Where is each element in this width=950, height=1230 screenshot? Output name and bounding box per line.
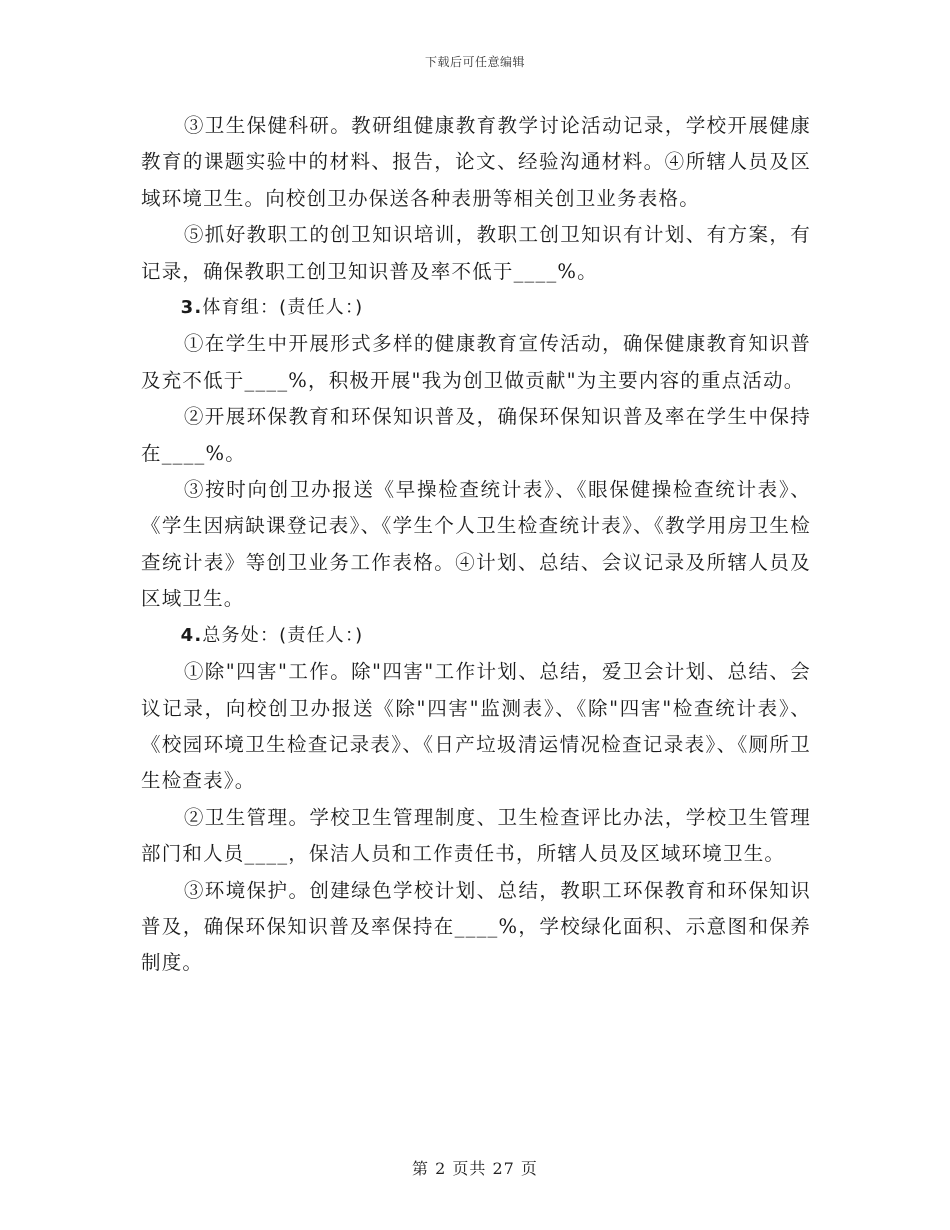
body-paragraph: ②卫生管理。学校卫生管理制度、卫生检查评比办法，学校卫生管理部门和人员____，保洁人员和工作责任书，所辖人员及区域环境卫生。 bbox=[141, 805, 811, 866]
body-paragraph: ①除"四害"工作。除"四害"工作计划、总结，爱卫会计划、总结、会议记录，向校创卫办报送《除"四害"监测表》、《除"四害"检查统计表》、《校园环境卫生检查记录表》、《日产垃圾清运情况检查记录表》、《厕所卫生检查表》。 bbox=[141, 660, 811, 793]
section-number: 4. bbox=[180, 624, 203, 646]
body-paragraph: ①在学生中开展形式多样的健康教育宣传活动，确保健康教育知识普及充不低于____%，积极开展"我为创卫做贡献"为主要内容的重点活动。 bbox=[141, 332, 811, 392]
page-footer: 第 2 页共 27 页 bbox=[412, 1159, 538, 1178]
body-paragraph: ③环境保护。创建绿色学校计划、总结，教职工环保教育和环保知识普及，确保环保知识普及率保持在____%，学校绿化面积、示意图和保养制度。 bbox=[141, 878, 811, 975]
section-title: 总务处：(责任人：) bbox=[202, 624, 364, 646]
body-paragraph: ②开展环保教育和环保知识普及，确保环保知识普及率在学生中保持在____%。 bbox=[141, 405, 811, 465]
body-paragraph: ⑤抓好教职工的创卫知识培训，教职工创卫知识有计划、有方案，有记录，确保教职工创卫知识普及率不低于____%。 bbox=[141, 223, 811, 283]
section-heading-4 bbox=[141, 618, 811, 654]
body-paragraph: ③按时向创卫办报送《早操检查统计表》、《眼保健操检查统计表》、《学生因病缺课登记表》、《学生个人卫生检查统计表》、《教学用房卫生检查统计表》等创卫业务工作表格。④计划、总结、会议记录及所辖人员及区域卫生。 bbox=[141, 478, 811, 611]
document-body bbox=[141, 108, 811, 982]
body-paragraph: ③卫生保健科研。教研组健康教育教学讨论活动记录，学校开展健康教育的课题实验中的材料、报告，论文、经验沟通材料。④所辖人员及区域环境卫生。向校创卫办保送各种表册等相关创卫业务表格。 bbox=[141, 114, 811, 210]
section-title: 体育组：(责任人：) bbox=[202, 297, 364, 319]
section-heading-3 bbox=[141, 290, 811, 326]
section-number: 3. bbox=[180, 297, 203, 319]
page-header: 下载后可任意编辑 bbox=[424, 55, 525, 69]
